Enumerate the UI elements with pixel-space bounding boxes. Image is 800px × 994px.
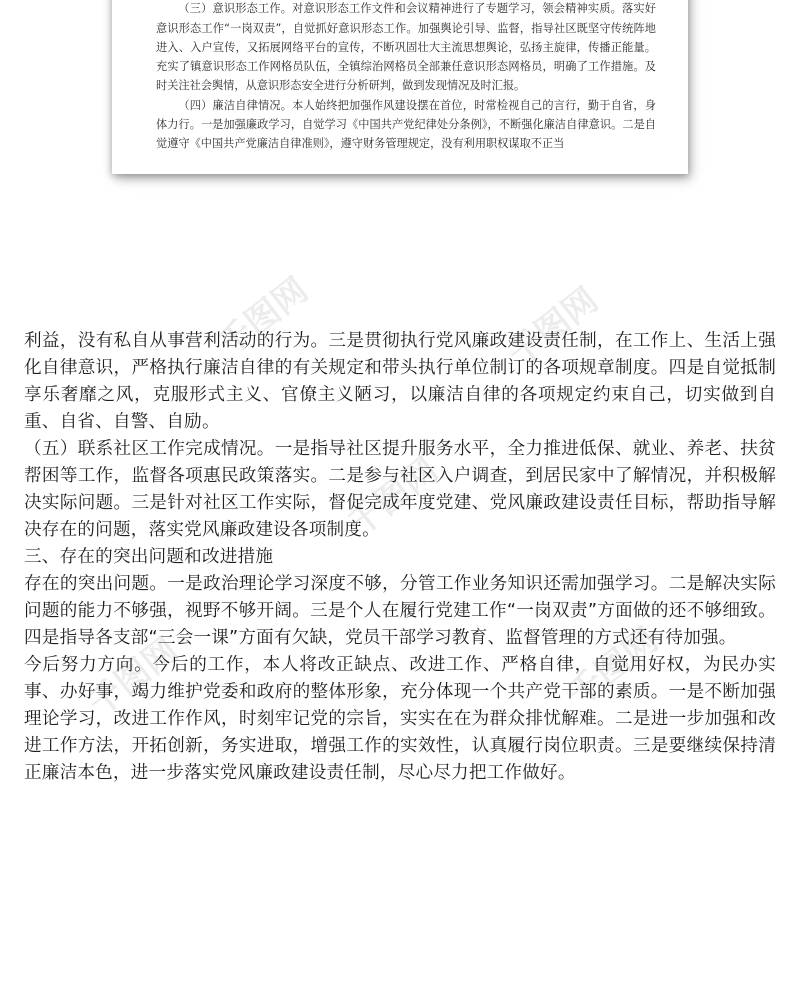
page-preview [0,0,800,200]
page-preview-sheet [112,0,688,174]
paragraph-future-direction: 今后努力方向。今后的工作，本人将改正缺点、改进工作、严格自律，自觉用好权，为民办实事、办好事，竭力维护党委和政府的整体形象，充分体现一个共产党干部的素质。一是不断加强理论学习，改进工作作风，时刻牢记党的宗旨，实实在在为群众排忧解难。二是进一步加强和改进工作方法，开拓创新，务实进取，增强工作的实效性，认真履行岗位职责。三是要继续保持清正廉洁本色，进一步落实党风廉政建设责任制，尽心尽力把工作做好。 [24,655,776,783]
paragraph-integrity-continued: 利益，没有私自从事营利活动的行为。三是贯彻执行党风廉政建设责任制，在工作上、生活上强化自律意识，严格执行廉洁自律的有关规定和带头执行单位制订的各项规章制度。四是自觉抵制享乐奢靡之风，克服形式主义、官僚主义陋习，以廉洁自律的各项规定约束自己，切实做到自重、自省、自警、自励。 [24,331,776,432]
preview-paragraph-ideology: （三）意识形态工作。对意识形态工作文件和会议精神进行了专题学习，领会精神实质。落实好意识形态工作“一岗双责”，自觉抓好意识形态工作。加强舆论引导、监督，指导社区既坚守传统阵地进入、入户宣传，又拓展网络平台的宣传，不断巩固壮大主流思想舆论，弘扬主旋律，传播正能量。充实了镇意识形态工作网格员队伍，全镇综治网格员全部兼任意识形态网格员，明确了工作措施。及时关注社会舆情，从意识形态安全进行分析研判，做到发现情况及时汇报。 [156,2,656,93]
preview-paragraph-integrity: （四）廉洁自律情况。本人始终把加强作风建设摆在首位，时常检视自己的言行，勤于自省，身体力行。一是加强廉政学习，自觉学习《中国共产党纪律处分条例》，不断强化廉洁自律意识。二是自觉遵守《中国共产党廉洁自律准则》，遵守财务管理规定，没有利用职权谋取不正当 [156,98,656,151]
section-heading-problems: 三、存在的突出问题和改进措施 [24,547,274,567]
page-preview-text [156,0,656,154]
watermark: 千图网 [500,280,606,375]
paragraph-problems: 存在的突出问题。一是政治理论学习深度不够，分管工作业务知识还需加强学习。二是解决实际问题的能力不够强，视野不够开阔。三是个人在履行党建工作“一岗双责”方面做的还不够细致。四是指导各支部“三会一课”方面有欠缺，党员干部学习教育、监督管理的方式还有待加强。 [24,574,776,648]
watermark: 千图网 [560,620,666,715]
paragraph-community-work: （五）联系社区工作完成情况。一是指导社区提升服务水平，全力推进低保、就业、养老、扶贫帮困等工作，监督各项惠民政策落实。二是参与社区入户调查，到居民家中了解情况，并积极解决实际问题。三是针对社区工作实际，督促完成年度党建、党风廉政建设责任目标，帮助指导解决存在的问题，落实党风廉政建设各项制度。 [24,439,776,540]
document-body [24,328,776,787]
watermark: 千图网 [210,270,316,365]
watermark: 千图网 [340,450,446,545]
watermark: 千图网 [80,630,186,725]
